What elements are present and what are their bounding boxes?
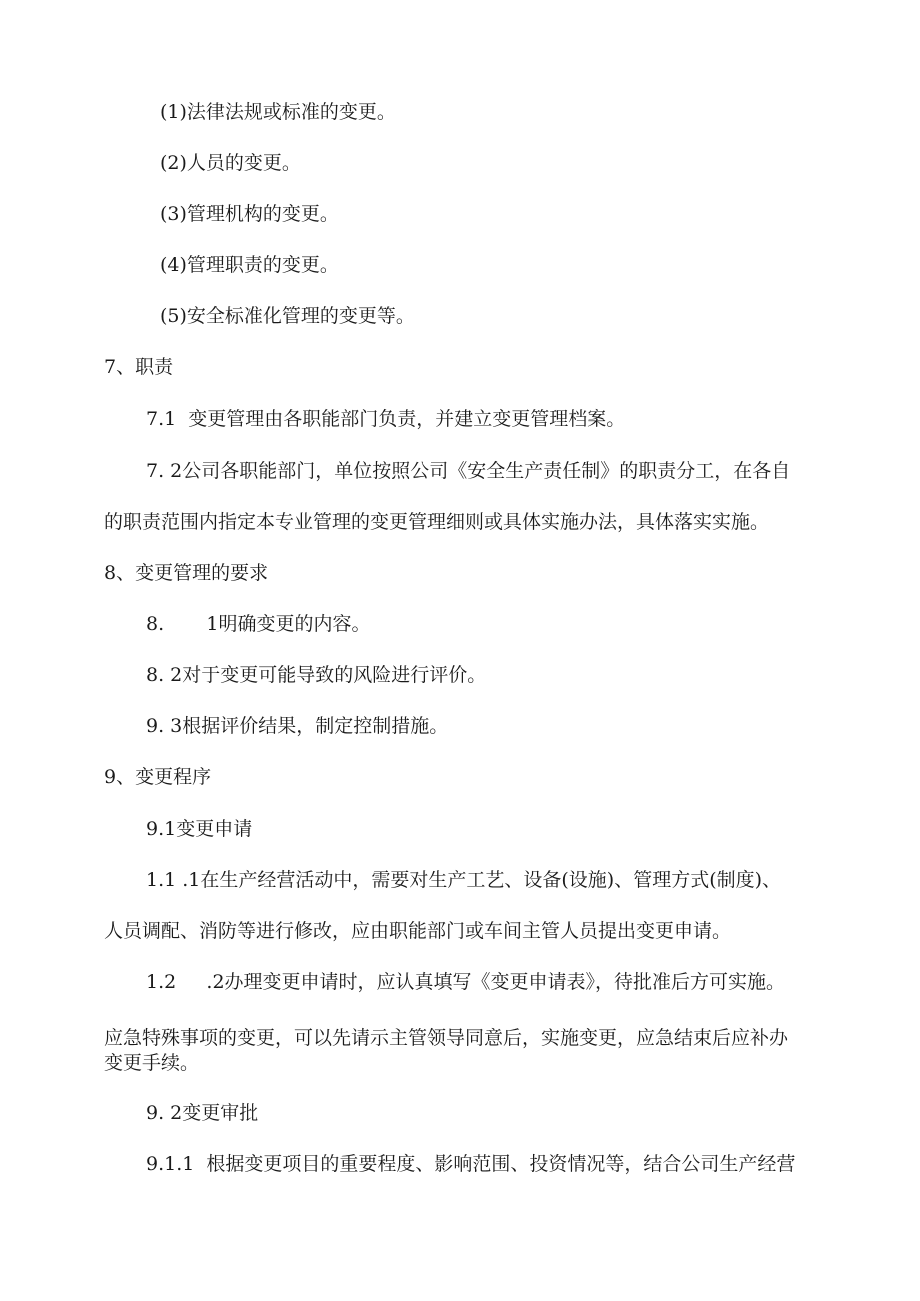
list-item-4: (4)管理职责的变更。 [160,254,339,276]
section-heading-9: 9、变更程序 [104,766,212,788]
paragraph-8-1: 8. 1明确变更的内容。 [146,613,371,635]
section-heading-7: 7、职责 [104,356,174,378]
list-item-2: (2)人员的变更。 [160,152,301,174]
list-item-5: (5)安全标准化管理的变更等。 [160,305,415,327]
subheading-9-1: 9.1变更申请 [146,818,253,840]
paragraph-7-2-cont: 的职责范围内指定本专业管理的变更管理细则或具体实施办法，具体落实实施。 [104,511,770,533]
paragraph-1-2-2: 1.2 .2办理变更申请时，应认真填写《变更申请表》，待批准后方可实施。 [146,971,786,993]
list-item-3: (3)管理机构的变更。 [160,203,339,225]
paragraph-8-3: 9. 3根据评价结果，制定控制措施。 [146,715,449,737]
paragraph-emergency-cont: 变更手续。 [104,1052,200,1074]
paragraph-9-1-1: 9.1.1 根据变更项目的重要程度、影响范围、投资情况等，结合公司生产经营 [146,1153,796,1175]
paragraph-emergency: 应急特殊事项的变更，可以先请示主管领导同意后，实施变更，应急结束后应补办 [104,1027,789,1049]
paragraph-7-2: 7. 2公司各职能部门，单位按照公司《安全生产责任制》的职责分工，在各自 [146,460,791,482]
paragraph-1-1-1-cont: 人员调配、消防等进行修改，应由职能部门或车间主管人员提出变更申请。 [104,920,732,942]
paragraph-7-1: 7.1 变更管理由各职能部门负责，并建立变更管理档案。 [146,408,626,430]
section-heading-8: 8、变更管理的要求 [104,562,269,584]
subheading-9-2: 9. 2变更审批 [146,1102,259,1124]
paragraph-1-1-1: 1.1 .1在生产经营活动中，需要对生产工艺、设备(设施)、管理方式(制度)、 [146,869,782,891]
paragraph-8-2: 8. 2对于变更可能导致的风险进行评价。 [146,664,487,686]
list-item-1: (1)法律法规或标准的变更。 [160,101,396,123]
